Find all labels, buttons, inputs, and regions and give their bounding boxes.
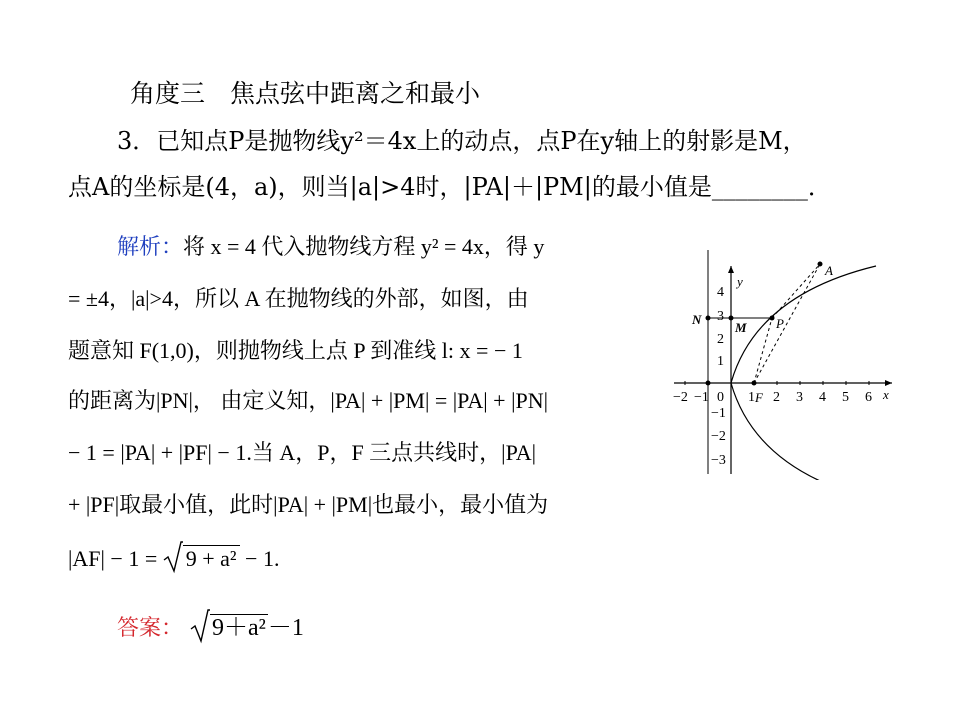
x-tick-label: 0 bbox=[717, 390, 724, 405]
parabola-figure bbox=[660, 240, 900, 480]
solution-line-5: − 1 = |PA| + |PF| − 1.当 A，P，F 三点共线时，|PA| bbox=[68, 440, 537, 465]
label-N: N bbox=[692, 312, 702, 327]
solution-line-3: 题意知 F(1,0)，则抛物线上点 P 到准线 l: x = − 1 bbox=[68, 338, 523, 363]
x-tick-label: 5 bbox=[842, 390, 849, 405]
y-tick-label: −3 bbox=[711, 453, 726, 468]
x-tick-label: 2 bbox=[773, 390, 780, 405]
y-axis-label: y bbox=[737, 274, 743, 289]
segment-PF bbox=[754, 318, 772, 383]
point-N-dot bbox=[706, 316, 711, 321]
answer-radicand: 9＋a² bbox=[212, 615, 266, 641]
label-M: M bbox=[735, 320, 747, 335]
x-tick-label: 6 bbox=[865, 390, 872, 405]
solution-text-1: 将 x = 4 代入抛物线方程 y² = 4x，得 y bbox=[183, 234, 545, 259]
solution-sqrt bbox=[163, 540, 240, 574]
y-tick-label: 3 bbox=[717, 309, 724, 324]
answer-line bbox=[117, 607, 304, 644]
y-tick-label: −1 bbox=[711, 406, 726, 421]
solution-result-tail: − 1. bbox=[245, 546, 280, 571]
answer-label: 答案： bbox=[117, 616, 184, 641]
y-tick-label: 1 bbox=[717, 354, 724, 369]
x-axis-label: x bbox=[883, 387, 889, 402]
label-P: P bbox=[776, 316, 784, 331]
solution-line-2: = ±4，|a|>4，所以 A 在抛物线的外部，如图，由 bbox=[68, 286, 529, 311]
x-tick-label: −1 bbox=[694, 390, 709, 405]
solution-line-7 bbox=[68, 540, 279, 574]
y-tick-label: 2 bbox=[717, 332, 724, 347]
y-tick-label: −2 bbox=[711, 429, 726, 444]
x-tick-label: 3 bbox=[796, 390, 803, 405]
solution-line-6: + |PF|取最小值，此时|PA| + |PM|也最小，最小值为 bbox=[68, 492, 549, 517]
y-axis-arrow-icon bbox=[728, 266, 734, 273]
solution-result-lhs: |AF| − 1 = bbox=[68, 546, 158, 571]
x-tick-label: 1 bbox=[748, 390, 755, 405]
solution-line-1 bbox=[117, 230, 544, 261]
segment-AF bbox=[754, 264, 820, 383]
y-tick-label: 4 bbox=[717, 285, 724, 300]
answer-tail: －1 bbox=[267, 615, 304, 641]
point-F-dot bbox=[752, 381, 757, 386]
answer-sqrt bbox=[190, 607, 268, 644]
point-A-dot bbox=[818, 262, 823, 267]
section-heading: 角度三 焦点弦中距离之和最小 bbox=[130, 79, 481, 108]
solution-line-4: 的距离为|PN|， 由定义知，|PA| + |PM| = |PA| + |PN| bbox=[68, 388, 549, 413]
label-F: F bbox=[755, 390, 763, 405]
x-axis-arrow-icon bbox=[885, 380, 892, 386]
parabola-curve bbox=[731, 266, 876, 480]
x-tick-label: −2 bbox=[673, 390, 688, 405]
point-directrix-dot bbox=[706, 381, 711, 386]
y-tick-labels bbox=[711, 285, 726, 468]
point-M-dot bbox=[729, 316, 734, 321]
x-tick-label: 4 bbox=[819, 390, 826, 405]
label-A: A bbox=[825, 263, 833, 278]
problem-line-1: 3．已知点P是抛物线y²＝4x上的动点，点P在y轴上的射影是M， bbox=[117, 127, 807, 155]
problem-line-2: 点A的坐标是(4，a)，则当|a|>4时，|PA|＋|PM|的最小值是________． bbox=[68, 173, 832, 201]
point-P-dot bbox=[770, 316, 775, 321]
x-tick-labels bbox=[673, 390, 872, 405]
radical-sign-icon bbox=[163, 540, 183, 574]
solution-radicand: 9 + a² bbox=[183, 545, 240, 571]
solution-label: 解析： bbox=[117, 235, 184, 260]
radical-sign-icon bbox=[190, 608, 210, 644]
